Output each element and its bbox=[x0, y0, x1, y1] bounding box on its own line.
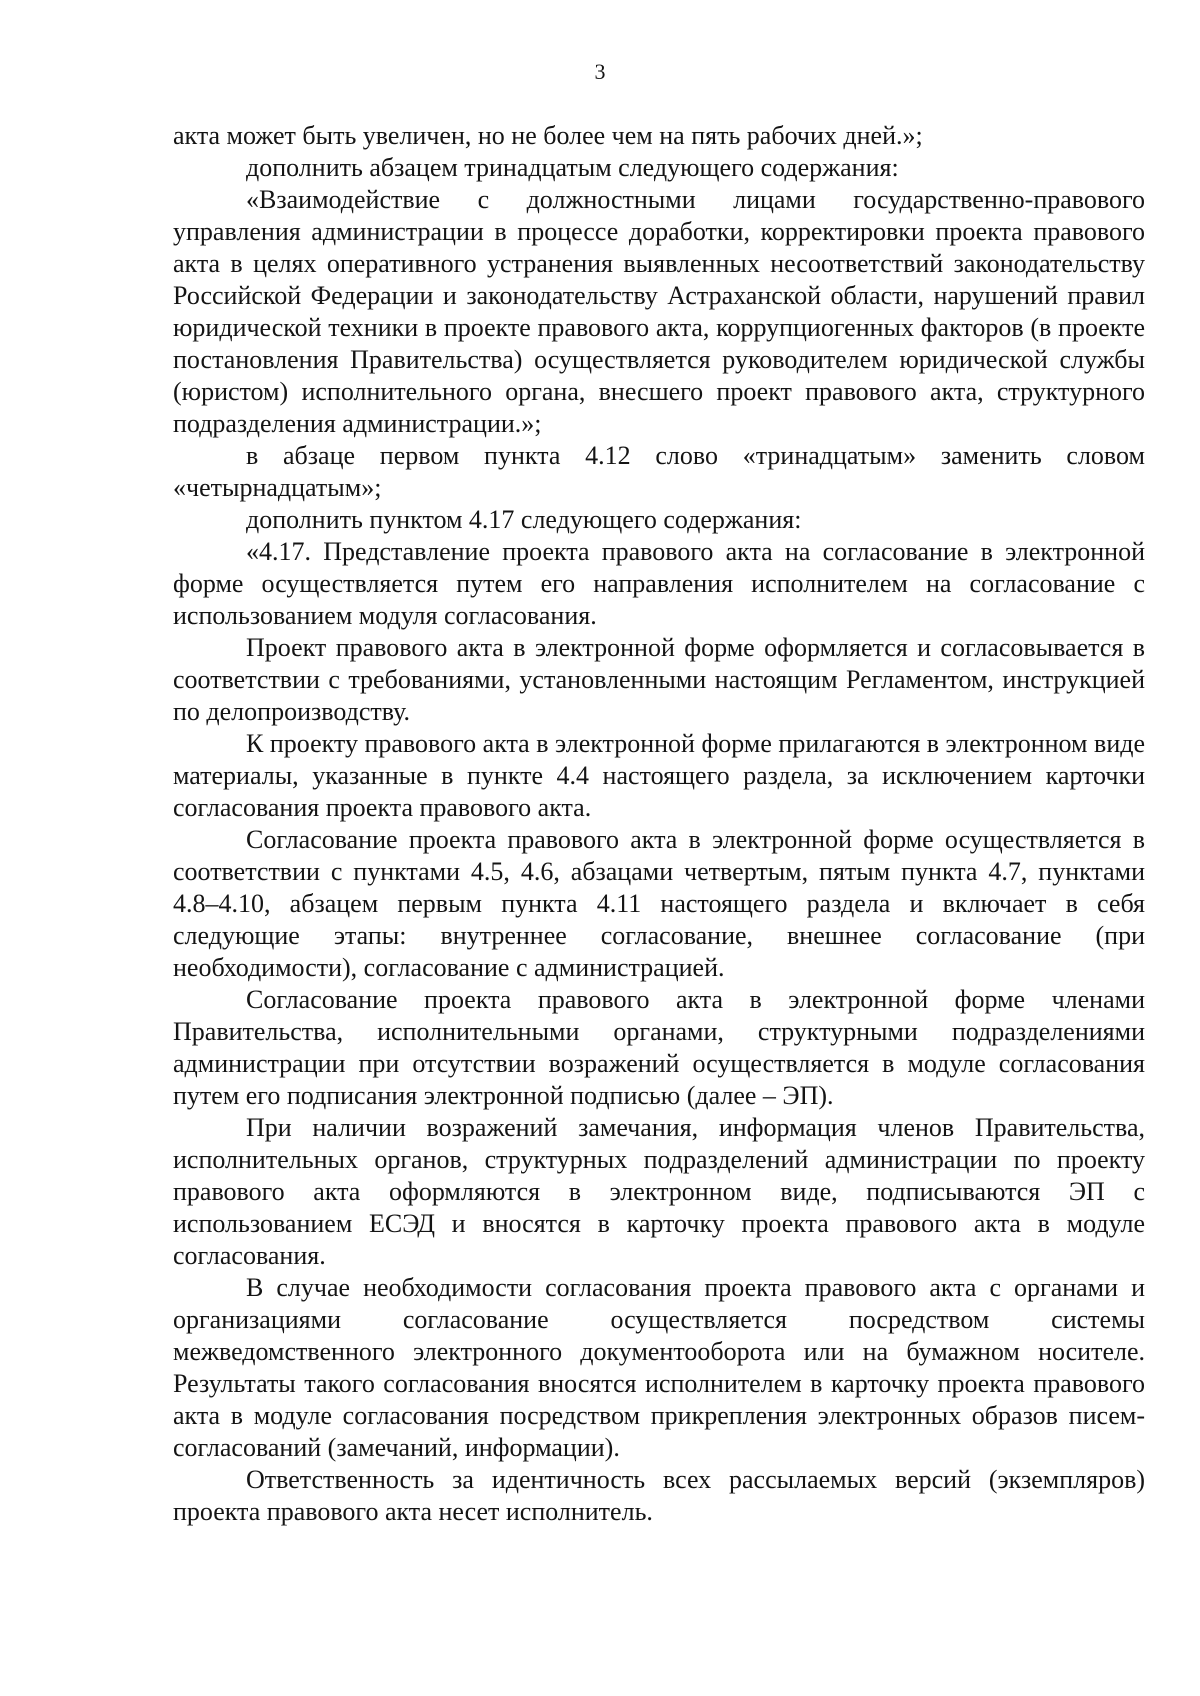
paragraph-11: При наличии возражений замечания, информация членов Правительства, исполнительных органов, структурных подразделений администрации по проекту правового акта оформляются в электронном виде, подписываются ЭП с использованием ЕСЭД и вносятся в карточку проекта правового акта в модуле согласования. bbox=[173, 1113, 1145, 1270]
paragraph-5: дополнить пунктом 4.17 следующего содержания: bbox=[246, 505, 802, 534]
paragraph-6: «4.17. Представление проекта правового акта на согласование в электронной форме осуществляется путем его направления исполнителем на согласование с использованием модуля согласования. bbox=[173, 537, 1145, 630]
paragraph-7: Проект правового акта в электронной форме оформляется и согласовывается в соответствии с требованиями, установленными настоящим Регламентом, инструкцией по делопроизводству. bbox=[173, 633, 1145, 726]
paragraph-10: Согласование проекта правового акта в электронной форме членами Правительства, исполнительными органами, структурными подразделениями администрации при отсутствии возражений осуществляется в модуле согласования путем его подписания электронной подписью (далее – ЭП). bbox=[173, 985, 1145, 1110]
paragraph-9: Согласование проекта правового акта в электронной форме осуществляется в соответствии с пунктами 4.5, 4.6, абзацами четвертым, пятым пункта 4.7, пунктами 4.8–4.10, абзацем первым пункта 4.11 настоящего раздела и включает в себя следующие этапы: внутреннее согласование, внешнее согласование (при необходимости), согласование с администрацией. bbox=[173, 825, 1145, 982]
page-number: 3 bbox=[594, 59, 606, 84]
paragraph-8: К проекту правового акта в электронной форме прилагаются в электронном виде материалы, указанные в пункте 4.4 настоящего раздела, за исключением карточки согласования проекта правового акта. bbox=[173, 729, 1145, 822]
paragraph-4: в абзаце первом пункта 4.12 слово «тринадцатым» заменить словом «четырнадцатым»; bbox=[173, 441, 1145, 502]
paragraph-12: В случае необходимости согласования проекта правового акта с органами и организациями согласование осуществляется посредством системы межведомственного электронного документооборота или на бумажном носителе. Результаты такого согласования вносятся исполнителем в карточку проекта правового акта в модуле согласования посредством прикрепления электронных образов писем-согласований (замечаний, информации). bbox=[173, 1273, 1145, 1462]
paragraph-3: «Взаимодействие с должностными лицами государственно-правового управления администрации в процессе доработки, корректировки проекта правового акта в целях оперативного устранения выявленных несоответствий законодательству Российской Федерации и законодательству Астраханской области, нарушений правил юридической техники в проекте правового акта, коррупциогенных факторов (в проекте постановления Правительства) осуществляется руководителем юридической службы (юристом) исполнительного органа, внесшего проект правового акта, структурного подразделения администрации.»; bbox=[173, 185, 1145, 438]
paragraph-2: дополнить абзацем тринадцатым следующего содержания: bbox=[246, 153, 899, 182]
paragraph-13: Ответственность за идентичность всех рассылаемых версий (экземпляров) проекта правового акта несет исполнитель. bbox=[173, 1465, 1145, 1526]
paragraph-1: акта может быть увеличен, но не более чем на пять рабочих дней.»; bbox=[173, 121, 923, 150]
document-body bbox=[173, 120, 1145, 1528]
